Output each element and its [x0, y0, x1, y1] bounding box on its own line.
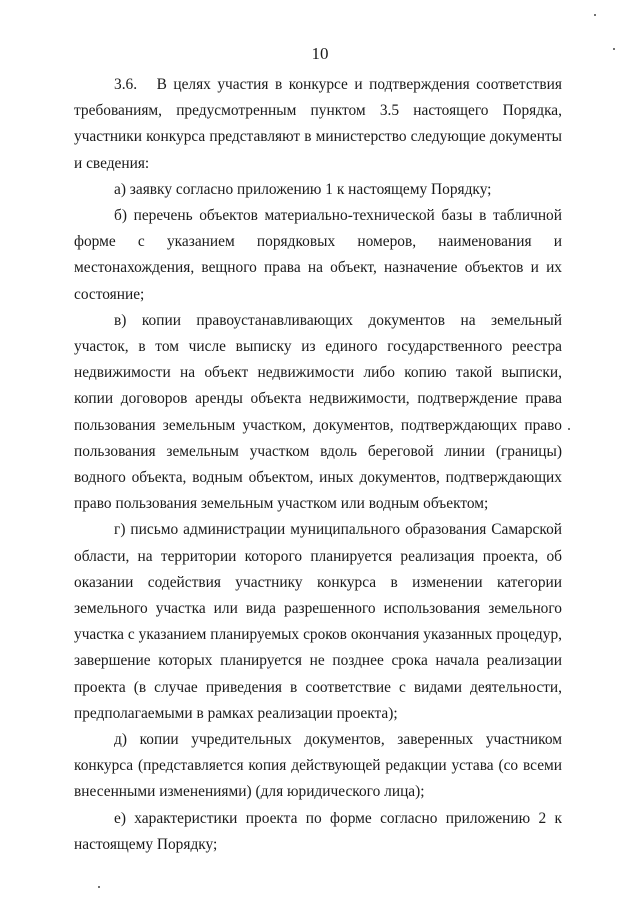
scan-speck — [98, 886, 100, 888]
item-d: д) копии учредительных документов, заверенных участником конкурса (представляется копия действующей редакции устава (со всеми внесенными изменениями) (для юридического лица); — [74, 731, 562, 801]
scan-speck — [594, 14, 596, 16]
page-number: 10 — [311, 44, 329, 63]
item-v: в) копии правоустанавливающих документов на земельный участок, в том числе выписку из единого государственного реестра недвижимости на объект недвижимости либо копию такой выписки, копии договоров аренды объекта недвижимости, подтверждение права пользования земельным участком, документов, подтверждающих право пользования земельным участком вдоль береговой линии (границы) водного объекта, водным объектом, иных документов, подтверждающих право пользования земельным участком или водным объектом; — [74, 311, 562, 513]
item-e: е) характеристики проекта по форме согласно приложению 2 к настоящему Порядку; — [74, 809, 562, 853]
scan-speck — [613, 48, 615, 50]
document-body — [74, 72, 562, 858]
paragraph-3-6: 3.6. В целях участия в конкурсе и подтверждения соответствия требованиям, предусмотренным пунктом 3.5 настоящего Порядка, участники конкурса представляют в министерство следующие документы и сведения: — [74, 76, 562, 172]
scan-speck — [568, 428, 570, 430]
item-g: г) письмо администрации муниципального образования Самарской области, на территории которого планируется реализация проекта, об оказании содействия участнику конкурса в изменении категории земельного участка или вида разрешенного использования земельного участка с указанием планируемых сроков окончания указанных процедур, завершение которых планируется не позднее срока начала реализации проекта (в случае приведения в соответствие с видами деятельности, предполагаемыми в рамках реализации проекта); — [74, 521, 562, 722]
item-b: б) перечень объектов материально-технической базы в табличной форме с указанием порядковых номеров, наименования и местонахождения, вещного права на объект, назначение объектов и их состояние; — [74, 207, 562, 303]
item-a: а) заявку согласно приложению 1 к настоящему Порядку; — [114, 180, 492, 198]
